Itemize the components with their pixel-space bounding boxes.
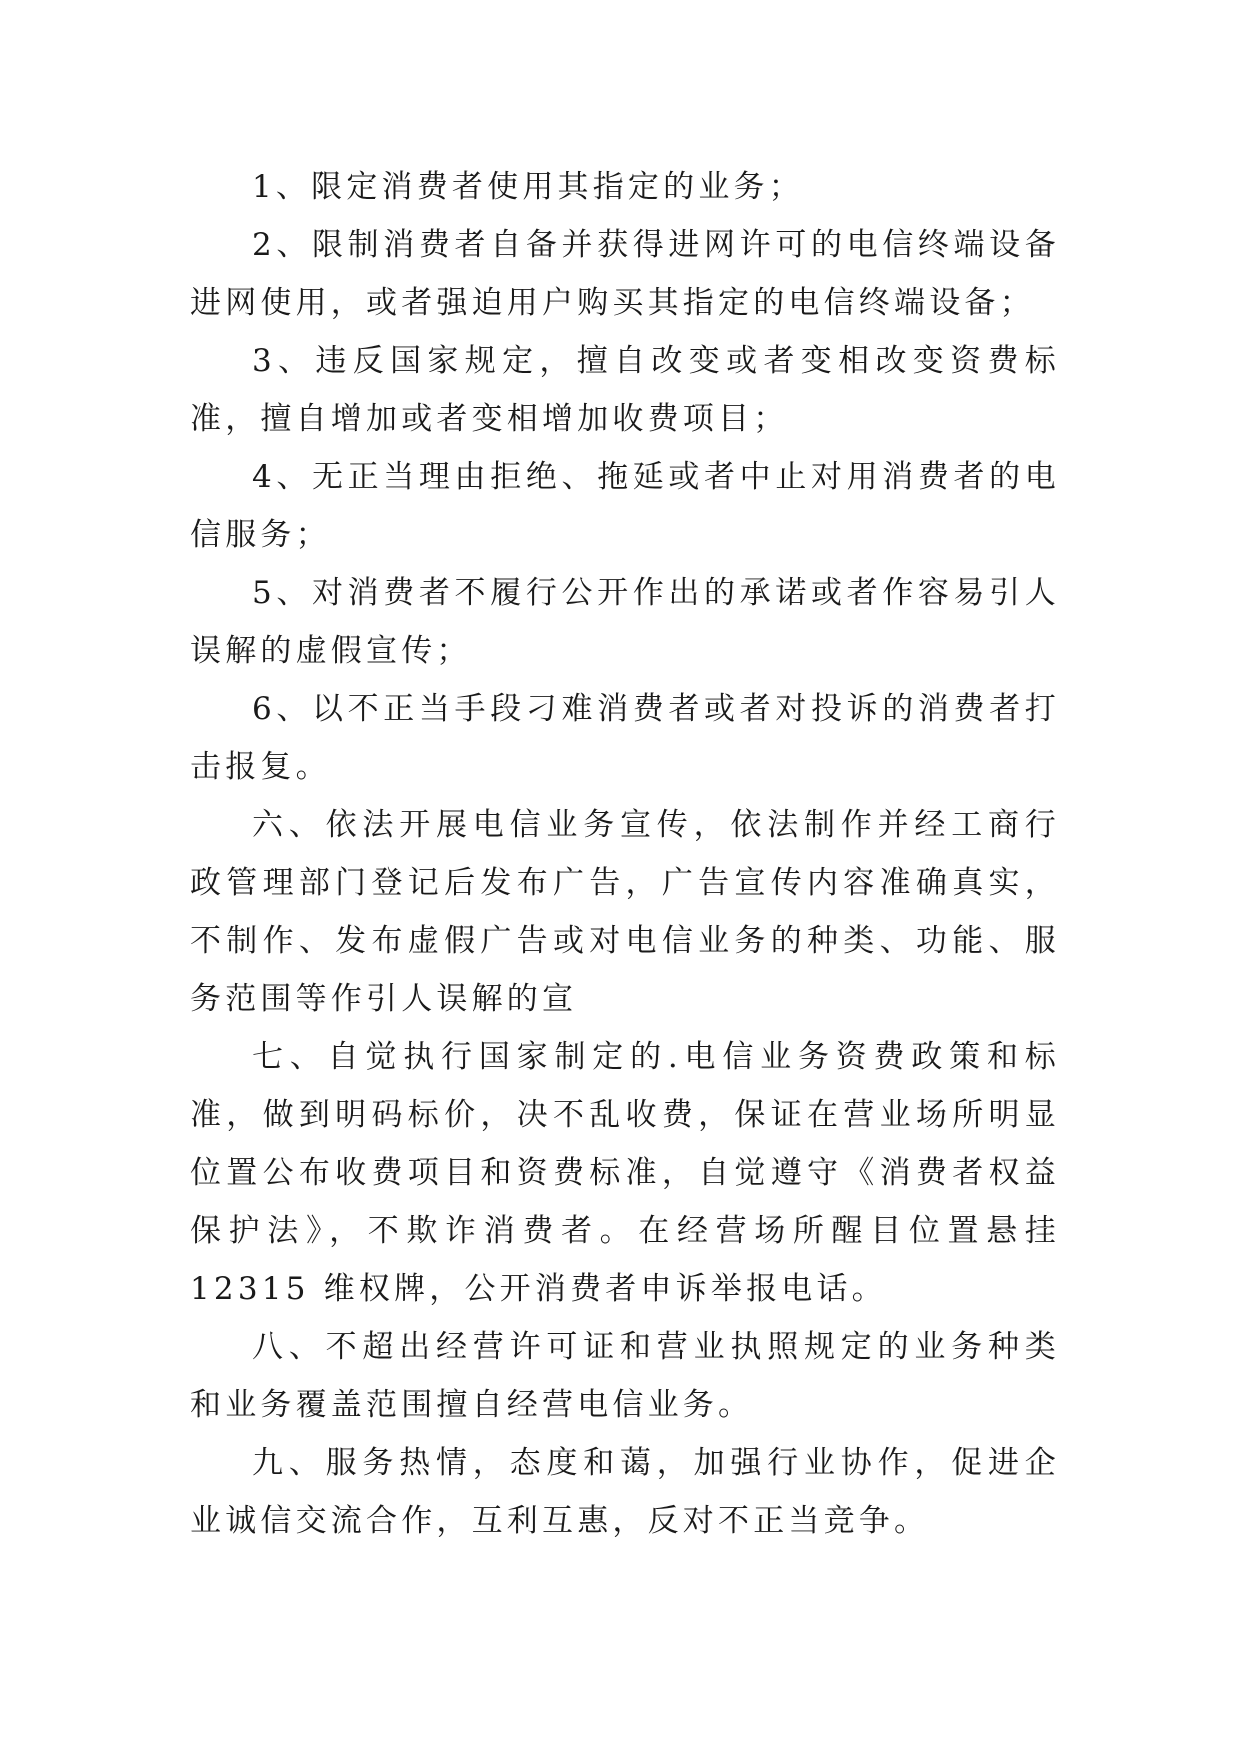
paragraph-section-9: 九、服务热情，态度和蔼，加强行业协作，促进企业诚信交流合作，互利互惠，反对不正当竞争。 [190, 1445, 1060, 1539]
paragraph-item-5: 5、对消费者不履行公开作出的承诺或者作容易引人误解的虚假宣传； [190, 575, 1060, 669]
document-body [190, 158, 1060, 1550]
paragraph-item-4: 4、无正当理由拒绝、拖延或者中止对用消费者的电信服务； [190, 459, 1060, 553]
paragraph-section-7: 七、自觉执行国家制定的.电信业务资费政策和标准，做到明码标价，决不乱收费，保证在营业场所明显位置公布收费项目和资费标准，自觉遵守《消费者权益保护法》，不欺诈消费者。在经营场所醒目位置悬挂 12315 维权牌，公开消费者申诉举报电话。 [190, 1039, 1060, 1307]
paragraph-section-8: 八、不超出经营许可证和营业执照规定的业务种类和业务覆盖范围擅自经营电信业务。 [190, 1329, 1060, 1423]
paragraph-item-6: 6、以不正当手段刁难消费者或者对投诉的消费者打击报复。 [190, 691, 1060, 785]
paragraph-item-3: 3、违反国家规定，擅自改变或者变相改变资费标准，擅自增加或者变相增加收费项目； [190, 343, 1060, 437]
paragraph-item-2: 2、限制消费者自备并获得进网许可的电信终端设备进网使用，或者强迫用户购买其指定的电信终端设备； [190, 227, 1060, 321]
paragraph-section-6: 六、依法开展电信业务宣传，依法制作并经工商行政管理部门登记后发布广告，广告宣传内容准确真实，不制作、发布虚假广告或对电信业务的种类、功能、服务范围等作引人误解的宣 [190, 807, 1060, 1017]
paragraph-item-1: 1、限定消费者使用其指定的业务； [252, 169, 804, 205]
